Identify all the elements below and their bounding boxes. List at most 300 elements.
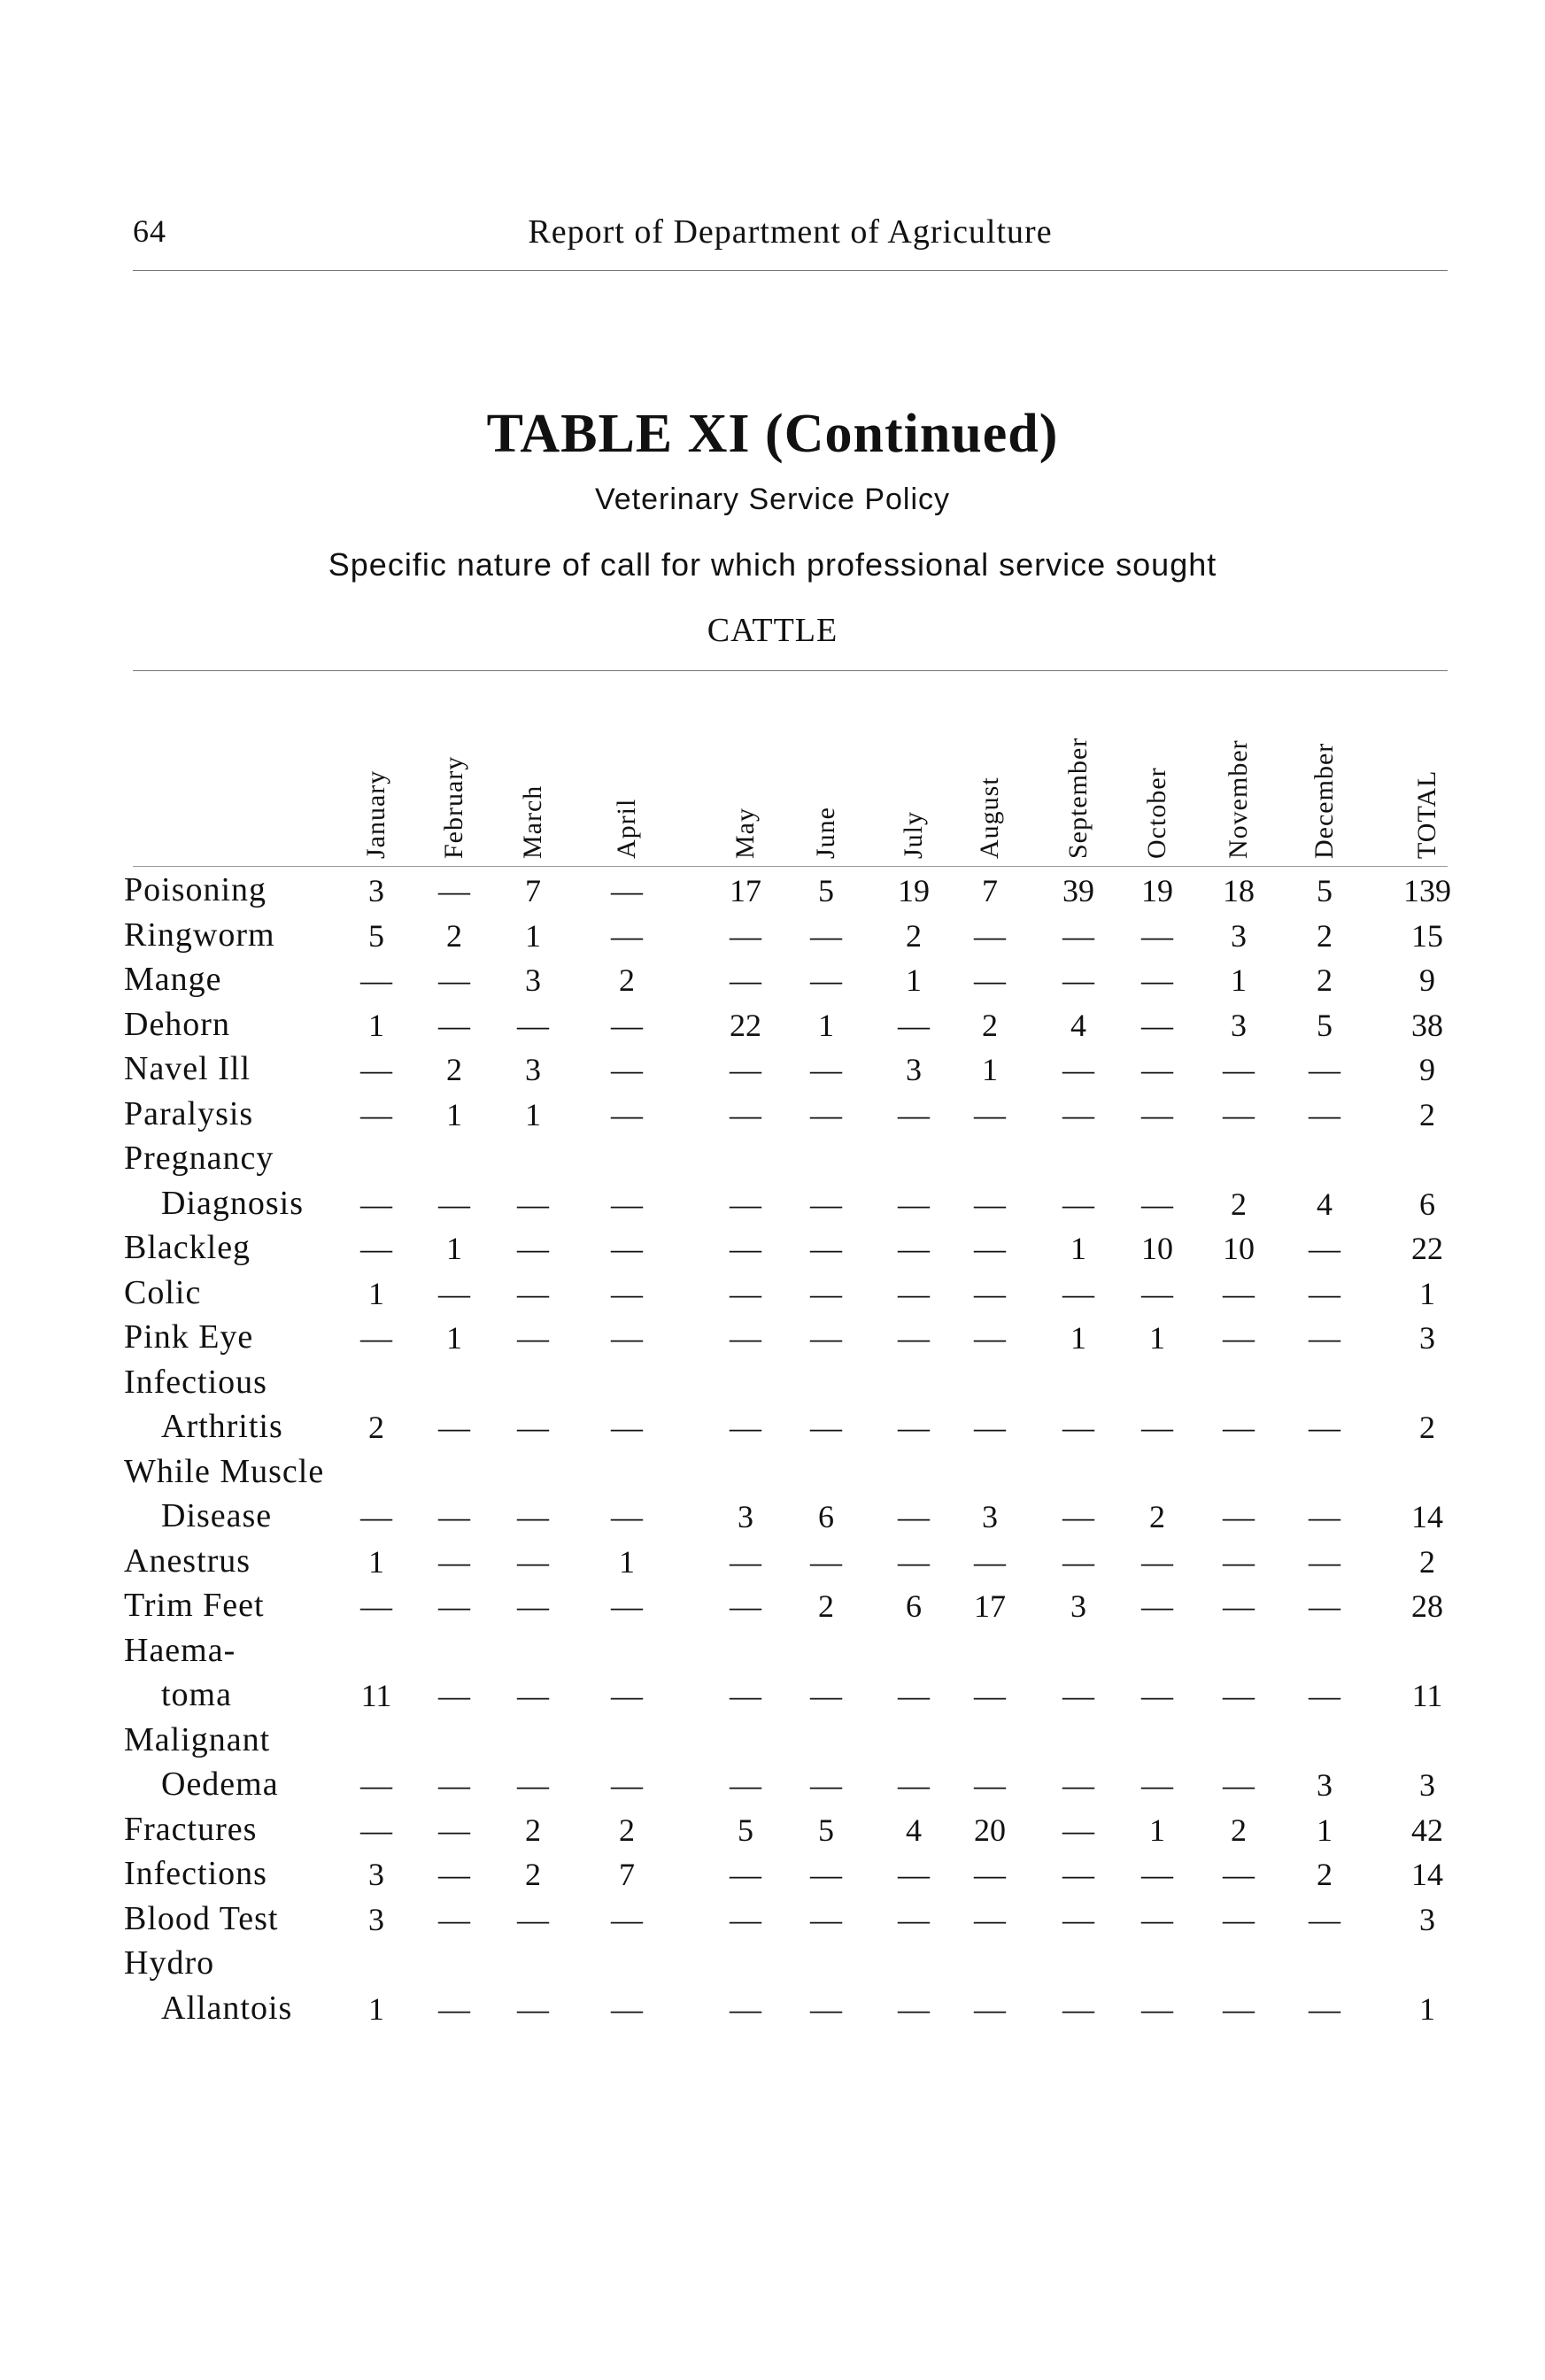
table-cell: — — [974, 1096, 1006, 1132]
table-cell: — — [360, 1052, 392, 1087]
table-cell: 2 — [619, 962, 635, 998]
table-cell: — — [360, 1499, 392, 1534]
table-cell: — — [1062, 917, 1094, 954]
table-cell: — — [810, 1231, 842, 1266]
table-cell: — — [1062, 1052, 1094, 1087]
row-label: Navel Ill — [124, 1050, 251, 1087]
table-cell: — — [898, 1901, 930, 1937]
table-cell: — — [730, 1678, 761, 1713]
row-label: Oedema — [161, 1766, 279, 1803]
table-cell: — — [1141, 1052, 1173, 1087]
table-cell: — — [1141, 1767, 1173, 1803]
table-cell: — — [898, 1990, 930, 2027]
table-cell: 5 — [1317, 1007, 1333, 1043]
table-cell: — — [1141, 1990, 1173, 2027]
table-cell: — — [898, 1231, 930, 1266]
table-cell: — — [611, 1499, 643, 1534]
table-cell: — — [974, 1186, 1006, 1222]
table-cell: — — [1141, 1096, 1173, 1132]
row-label: Ringworm — [124, 916, 275, 954]
table-cell: 2 — [1317, 1857, 1333, 1892]
table-cell: — — [810, 1678, 842, 1713]
table-cell: — — [730, 1096, 761, 1132]
column-header-july — [894, 691, 933, 859]
column-header-label: December — [1309, 742, 1339, 859]
column-header-label: June — [811, 807, 840, 859]
table-cell: 2 — [906, 917, 922, 954]
table-cell: 4 — [1070, 1007, 1086, 1043]
table-cell: — — [898, 1007, 930, 1043]
table-cell: — — [1141, 1901, 1173, 1937]
table-cell: — — [1309, 1052, 1340, 1087]
table-cell: — — [974, 1857, 1006, 1892]
table-description: Specific nature of call for which professional service sought — [328, 546, 1217, 583]
table-cell: — — [730, 1588, 761, 1624]
table-cell: 11 — [360, 1678, 392, 1713]
column-header-december — [1305, 691, 1344, 859]
table-cell: 1 — [1419, 1990, 1435, 2027]
table-cell: 3 — [525, 1052, 541, 1087]
table-cell: 7 — [525, 873, 541, 908]
table-cell: — — [730, 1275, 761, 1311]
table-cell: — — [898, 1543, 930, 1580]
table-cell: — — [810, 1901, 842, 1937]
table-cell: 2 — [1419, 1410, 1435, 1445]
table-cell: — — [898, 1186, 930, 1222]
column-header-april — [607, 691, 646, 859]
table-cell: — — [730, 1543, 761, 1580]
table-cell: — — [898, 1857, 930, 1892]
table-cell: — — [974, 962, 1006, 998]
table-cell: — — [1223, 1499, 1255, 1534]
column-header-label: TOTAL — [1412, 769, 1441, 859]
table-cell: — — [1309, 1901, 1340, 1937]
table-cell: — — [360, 962, 392, 998]
table-cell: — — [1062, 1857, 1094, 1892]
species-heading: CATTLE — [707, 612, 838, 649]
table-cell: — — [438, 1812, 470, 1848]
table-cell: 1 — [446, 1231, 462, 1266]
page-number: 64 — [133, 213, 166, 249]
table-cell: — — [611, 917, 643, 954]
column-header-total — [1408, 691, 1447, 859]
column-header-label: March — [518, 784, 547, 859]
table-cell: — — [1062, 1543, 1094, 1580]
row-label: Disease — [161, 1497, 273, 1534]
table-cell: 2 — [446, 917, 462, 954]
table-cell: — — [1062, 1812, 1094, 1848]
table-cell: 1 — [1419, 1275, 1435, 1311]
table-cell: 1 — [1070, 1231, 1086, 1266]
row-label: Infections — [124, 1855, 267, 1892]
table-cell: 1 — [818, 1007, 834, 1043]
table-cell: 4 — [906, 1812, 922, 1848]
table-cell: — — [898, 1499, 930, 1534]
table-cell: — — [1141, 1410, 1173, 1445]
table-cell: — — [974, 1231, 1006, 1266]
table-cell: 14 — [1411, 1857, 1443, 1892]
table-cell: 38 — [1411, 1007, 1443, 1043]
row-label: Pregnancy — [124, 1140, 274, 1177]
table-cell: — — [898, 1275, 930, 1311]
table-cell: — — [974, 1901, 1006, 1937]
table-cell: 19 — [1141, 873, 1173, 908]
table-cell: — — [517, 1678, 549, 1713]
table-cell: — — [438, 1275, 470, 1311]
table-cell: — — [1223, 1320, 1255, 1356]
table-cell: — — [1062, 1990, 1094, 2027]
column-header-label: November — [1224, 739, 1253, 859]
table-cell: 1 — [368, 1543, 384, 1580]
table-cell: — — [730, 1990, 761, 2027]
row-label: Blackleg — [124, 1229, 251, 1266]
table-cell: — — [1223, 1588, 1255, 1624]
table-cell: 3 — [368, 873, 384, 908]
table-cell: — — [1223, 1275, 1255, 1311]
table-cell: 3 — [1419, 1901, 1435, 1937]
table-cell: 1 — [368, 1275, 384, 1311]
table-cell: — — [438, 1186, 470, 1222]
table-cell: 15 — [1411, 917, 1443, 954]
table-cell: 1 — [906, 962, 922, 998]
table-cell: 22 — [1411, 1231, 1443, 1266]
table-cell: — — [611, 1588, 643, 1624]
table-top-rule — [133, 670, 1448, 671]
table-cell: — — [810, 1543, 842, 1580]
table-cell: 28 — [1411, 1588, 1443, 1624]
table-cell: — — [1309, 1275, 1340, 1311]
column-header-label: January — [361, 769, 390, 859]
table-cell: — — [1223, 1990, 1255, 2027]
table-cell: — — [898, 1767, 930, 1803]
table-cell: 9 — [1419, 1052, 1435, 1087]
row-label: Diagnosis — [161, 1184, 304, 1222]
table-cell: — — [611, 1901, 643, 1937]
table-cell: 2 — [368, 1410, 384, 1445]
column-header-february — [435, 691, 474, 859]
table-cell: — — [1223, 1052, 1255, 1087]
table-cell: — — [438, 1901, 470, 1937]
row-label: Anestrus — [124, 1542, 251, 1580]
table-cell: — — [974, 917, 1006, 954]
table-cell: — — [1141, 1186, 1173, 1222]
table-cell: — — [517, 1410, 549, 1445]
table-cell: 1 — [1317, 1812, 1333, 1848]
table-cell: — — [438, 1767, 470, 1803]
table-cell: — — [517, 1007, 549, 1043]
table-cell: — — [810, 1096, 842, 1132]
table-cell: — — [898, 1678, 930, 1713]
table-cell: — — [1141, 1275, 1173, 1311]
row-label: Mange — [124, 961, 222, 998]
table-cell: — — [1309, 1990, 1340, 2027]
table-cell: 14 — [1411, 1499, 1443, 1534]
table-cell: — — [1223, 1767, 1255, 1803]
table-cell: 1 — [446, 1320, 462, 1356]
row-label: toma — [161, 1676, 232, 1713]
table-cell: — — [438, 1499, 470, 1534]
table-cell: 1 — [368, 1007, 384, 1043]
table-cell: 1 — [982, 1052, 998, 1087]
table-cell: — — [517, 1320, 549, 1356]
table-cell: — — [974, 1543, 1006, 1580]
table-cell: 3 — [368, 1857, 384, 1892]
running-head — [133, 212, 1448, 266]
table-cell: — — [1223, 1543, 1255, 1580]
table-cell: — — [1223, 1857, 1255, 1892]
table-cell: — — [1062, 1096, 1094, 1132]
table-cell: 5 — [738, 1812, 753, 1848]
row-label: Pink Eye — [124, 1318, 254, 1356]
table-cell: 1 — [619, 1543, 635, 1580]
table-cell: 2 — [1149, 1499, 1165, 1534]
table-cell: — — [974, 1767, 1006, 1803]
table-cell: 3 — [368, 1901, 384, 1937]
table-cell: 139 — [1403, 873, 1451, 908]
table-cell: — — [974, 1410, 1006, 1445]
table-cell: — — [1062, 1767, 1094, 1803]
table-cell: 3 — [906, 1052, 922, 1087]
table-cell: — — [810, 1275, 842, 1311]
table-cell: — — [438, 1678, 470, 1713]
table-cell: 17 — [730, 873, 761, 908]
row-label: Dehorn — [124, 1005, 230, 1043]
table-cell: 2 — [1317, 962, 1333, 998]
table-cell: 3 — [1070, 1588, 1086, 1624]
table-cell: — — [810, 1857, 842, 1892]
table-cell: — — [1309, 1320, 1340, 1356]
table-cell: — — [611, 1678, 643, 1713]
table-cell: — — [360, 1812, 392, 1848]
column-header-label: August — [975, 777, 1004, 859]
table-cell: 11 — [1411, 1678, 1443, 1713]
row-label: Malignant — [124, 1720, 271, 1758]
table-cell: 18 — [1223, 873, 1255, 908]
table-cell: — — [810, 962, 842, 998]
table-cell: 6 — [818, 1499, 834, 1534]
row-label: Paralysis — [124, 1094, 254, 1132]
table-cell: — — [611, 873, 643, 908]
table-cell: 6 — [1419, 1186, 1435, 1222]
table-cell: 2 — [619, 1812, 635, 1848]
table-cell: — — [611, 1990, 643, 2027]
table-cell: — — [611, 1410, 643, 1445]
table-cell: 42 — [1411, 1812, 1443, 1848]
table-cell: — — [810, 1186, 842, 1222]
table-cell: 5 — [1317, 873, 1333, 908]
column-header-january — [357, 691, 396, 859]
table-cell: — — [1223, 1678, 1255, 1713]
column-header-label: April — [612, 798, 641, 859]
table-cell: 2 — [446, 1052, 462, 1087]
table-cell: — — [1141, 1007, 1173, 1043]
column-header-label: September — [1063, 737, 1093, 859]
table-cell: 6 — [906, 1588, 922, 1624]
table-cell: — — [1141, 1857, 1173, 1892]
table-cell: 20 — [974, 1812, 1006, 1848]
table-cell: — — [730, 1186, 761, 1222]
column-header-may — [726, 691, 765, 859]
table-cell: — — [1309, 1410, 1340, 1445]
table-cell: — — [730, 1767, 761, 1803]
row-label: Infectious — [124, 1363, 267, 1401]
table-cell: 1 — [525, 917, 541, 954]
table-cell: — — [730, 1320, 761, 1356]
table-cell: — — [438, 1857, 470, 1892]
table-cell: — — [438, 1990, 470, 2027]
table-cell: 10 — [1223, 1231, 1255, 1266]
table-cell: — — [438, 873, 470, 908]
table-cell: 19 — [898, 873, 930, 908]
table-cell: — — [360, 1767, 392, 1803]
table-cell: — — [730, 1052, 761, 1087]
row-label: Blood Test — [124, 1899, 279, 1937]
table-cell: 10 — [1141, 1231, 1173, 1266]
row-label: Allantois — [161, 1989, 293, 2027]
column-header-june — [807, 691, 846, 859]
table-cell: — — [438, 1410, 470, 1445]
table-cell: — — [1141, 1678, 1173, 1713]
table-cell: — — [1141, 1543, 1173, 1580]
table-cell: — — [517, 1990, 549, 2027]
table-cell: 1 — [368, 1990, 384, 2027]
table-cell: 2 — [1231, 1812, 1247, 1848]
table-cell: — — [1062, 1901, 1094, 1937]
table-cell: — — [360, 1588, 392, 1624]
table-cell: — — [1141, 962, 1173, 998]
table-cell: — — [810, 1990, 842, 2027]
table-cell: 1 — [1149, 1320, 1165, 1356]
table-cell: 2 — [982, 1007, 998, 1043]
column-header-september — [1059, 691, 1098, 859]
table-cell: — — [1309, 1499, 1340, 1534]
table-cell: — — [1062, 1499, 1094, 1534]
table-cell: — — [1062, 1275, 1094, 1311]
table-cell: — — [1141, 917, 1173, 954]
table-cell: 3 — [982, 1499, 998, 1534]
table-cell: — — [611, 1052, 643, 1087]
table-cell: 2 — [1419, 1543, 1435, 1580]
table-cell: — — [438, 1543, 470, 1580]
table-title: TABLE XI (Continued) — [486, 404, 1059, 464]
table-cell: — — [1223, 1901, 1255, 1937]
column-header-march — [514, 691, 552, 859]
table-cell: 17 — [974, 1588, 1006, 1624]
table-cell: — — [517, 1275, 549, 1311]
table-cell: — — [517, 1186, 549, 1222]
table-cell: — — [611, 1186, 643, 1222]
table-cell: — — [1223, 1096, 1255, 1132]
table-cell: — — [438, 962, 470, 998]
table-cell: 4 — [1317, 1186, 1333, 1222]
table-cell: 1 — [525, 1096, 541, 1132]
table-cell: — — [1062, 1678, 1094, 1713]
table-cell: 3 — [1419, 1767, 1435, 1803]
table-cell: — — [360, 1096, 392, 1132]
table-cell: — — [730, 1857, 761, 1892]
table-cell: 2 — [818, 1588, 834, 1624]
table-cell: — — [810, 1767, 842, 1803]
table-cell: — — [611, 1231, 643, 1266]
table-cell: — — [517, 1231, 549, 1266]
table-cell: 3 — [1231, 917, 1247, 954]
table-cell: 2 — [525, 1857, 541, 1892]
table-header-rule — [133, 866, 1448, 867]
table-cell: 1 — [1070, 1320, 1086, 1356]
table-cell: 2 — [1317, 917, 1333, 954]
table-cell: — — [517, 1543, 549, 1580]
table-cell: — — [517, 1901, 549, 1937]
row-label: Poisoning — [124, 871, 267, 908]
table-cell: — — [1062, 962, 1094, 998]
table-cell: — — [730, 1901, 761, 1937]
table-cell: — — [1309, 1588, 1340, 1624]
table-cell: — — [517, 1767, 549, 1803]
table-cell: — — [730, 1231, 761, 1266]
table-cell: — — [1223, 1410, 1255, 1445]
table-cell: — — [611, 1320, 643, 1356]
table-cell: — — [438, 1007, 470, 1043]
table-cell: — — [974, 1678, 1006, 1713]
table-cell: 5 — [818, 873, 834, 908]
row-label: While Muscle — [124, 1452, 325, 1490]
table-cell: 22 — [730, 1007, 761, 1043]
table-cell: — — [974, 1275, 1006, 1311]
table-cell: — — [611, 1007, 643, 1043]
table-cell: — — [1062, 1410, 1094, 1445]
table-cell: 5 — [818, 1812, 834, 1848]
column-header-label: February — [439, 755, 468, 859]
table-cell: 1 — [1231, 962, 1247, 998]
table-cell: 7 — [982, 873, 998, 908]
column-header-label: July — [899, 810, 928, 859]
table-cell: — — [810, 917, 842, 954]
row-label: Trim Feet — [124, 1587, 265, 1624]
table-cell: — — [517, 1499, 549, 1534]
table-cell: 3 — [1231, 1007, 1247, 1043]
table-cell: — — [611, 1275, 643, 1311]
table-cell: 7 — [619, 1857, 635, 1892]
table-cell: 5 — [368, 917, 384, 954]
table-cell: — — [810, 1320, 842, 1356]
row-label: Colic — [124, 1273, 202, 1311]
table-cell: 3 — [1419, 1320, 1435, 1356]
table-cell: 3 — [738, 1499, 753, 1534]
table-cell: — — [1309, 1678, 1340, 1713]
table-subtitle: Veterinary Service Policy — [594, 483, 951, 516]
table-cell: — — [730, 917, 761, 954]
table-cell: — — [1141, 1588, 1173, 1624]
table-cell: 2 — [1419, 1096, 1435, 1132]
table-cell: — — [730, 962, 761, 998]
table-cell: — — [1309, 1543, 1340, 1580]
table-cell: 2 — [1231, 1186, 1247, 1222]
table-cell: 9 — [1419, 962, 1435, 998]
table-cell: — — [898, 1320, 930, 1356]
table-cell: 39 — [1062, 873, 1094, 908]
column-header-label: May — [730, 808, 760, 859]
table-cell: 3 — [525, 962, 541, 998]
table-cell: — — [1062, 1186, 1094, 1222]
table-cell: — — [611, 1096, 643, 1132]
table-cell: — — [730, 1410, 761, 1445]
table-cell: — — [898, 1410, 930, 1445]
table-cell: — — [810, 1410, 842, 1445]
table-cell: — — [360, 1186, 392, 1222]
table-cell: — — [810, 1052, 842, 1087]
table-cell: — — [974, 1320, 1006, 1356]
table-cell: — — [1309, 1231, 1340, 1266]
